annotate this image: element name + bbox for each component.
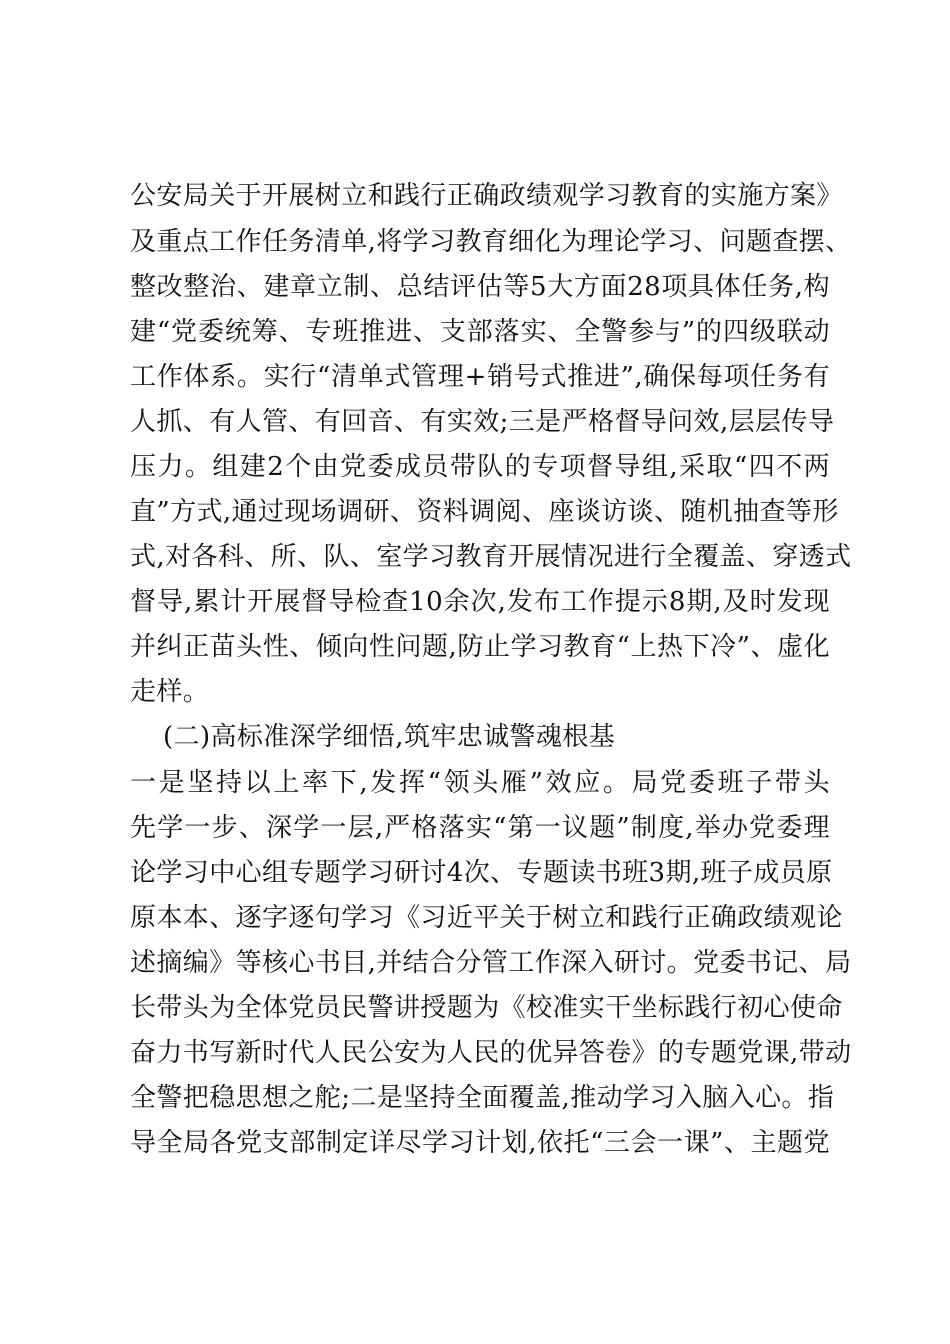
text-line: 全警把稳思想之舵;二是坚持全面覆盖,推动学习入脑入心。指 — [130, 1083, 835, 1113]
text-line: 先学一步、深学一层,严格落实“第一议题”制度,举办党委理 — [130, 813, 830, 843]
text-line: 督导,累计开展督导检查10余次,发布工作提示8期,及时发现 — [130, 587, 830, 617]
text-line: 式,对各科、所、队、室学习教育开展情况进行全覆盖、穿透式 — [130, 542, 852, 572]
text-line: 长带头为全体党员民警讲授题为《校准实干坐标践行初心使命 — [130, 993, 843, 1023]
text-line: 奋力书写新时代人民公安为人民的优异答卷》的专题党课,带动 — [130, 1038, 852, 1068]
text-line: 述摘编》等核心书目,并结合分管工作深入研讨。党委书记、局 — [130, 948, 852, 978]
text-line: 建“党委统筹、专班推进、支部落实、全警参与”的四级联动 — [130, 317, 830, 347]
text-line: 直”方式,通过现场调研、资料调阅、座谈访谈、随机抽查等形 — [130, 497, 839, 527]
text-line: 并纠正苗头性、倾向性问题,防止学习教育“上热下冷”、虚化 — [130, 632, 830, 662]
text-line: 人抓、有人管、有回音、有实效;三是严格督导问效,层层传导 — [130, 407, 835, 437]
text-line: 原本本、逐字逐句学习《习近平关于树立和践行正确政绩观论 — [130, 903, 843, 933]
text-line: 公安局关于开展树立和践行正确政绩观学习教育的实施方案》 — [130, 181, 843, 211]
text-line: 工作体系。实行“清单式管理+销号式推进”,确保每项任务有 — [130, 362, 830, 392]
text-line: 走样。 — [130, 677, 210, 707]
text-line: 及重点工作任务清单,将学习教育细化为理论学习、问题查摆、 — [130, 227, 852, 257]
text-line: 压力。组建2个由党委成员带队的专项督导组,采取“四不两 — [130, 452, 830, 482]
section-heading: (二)高标准深学细悟,筑牢忠诚警魂根基 — [163, 722, 616, 752]
text-line: 论学习中心组专题学习研讨4次、专题读书班3期,班子成员原 — [130, 858, 833, 888]
text-line: 整改整治、建章立制、总结评估等5大方面28项具体任务,构 — [130, 272, 830, 302]
text-line: 导全局各党支部制定详尽学习计划,依托“三会一课”、主题党 — [130, 1128, 830, 1158]
text-line: 一是坚持以上率下,发挥“领头雁”效应。局党委班子带头 — [130, 768, 830, 798]
